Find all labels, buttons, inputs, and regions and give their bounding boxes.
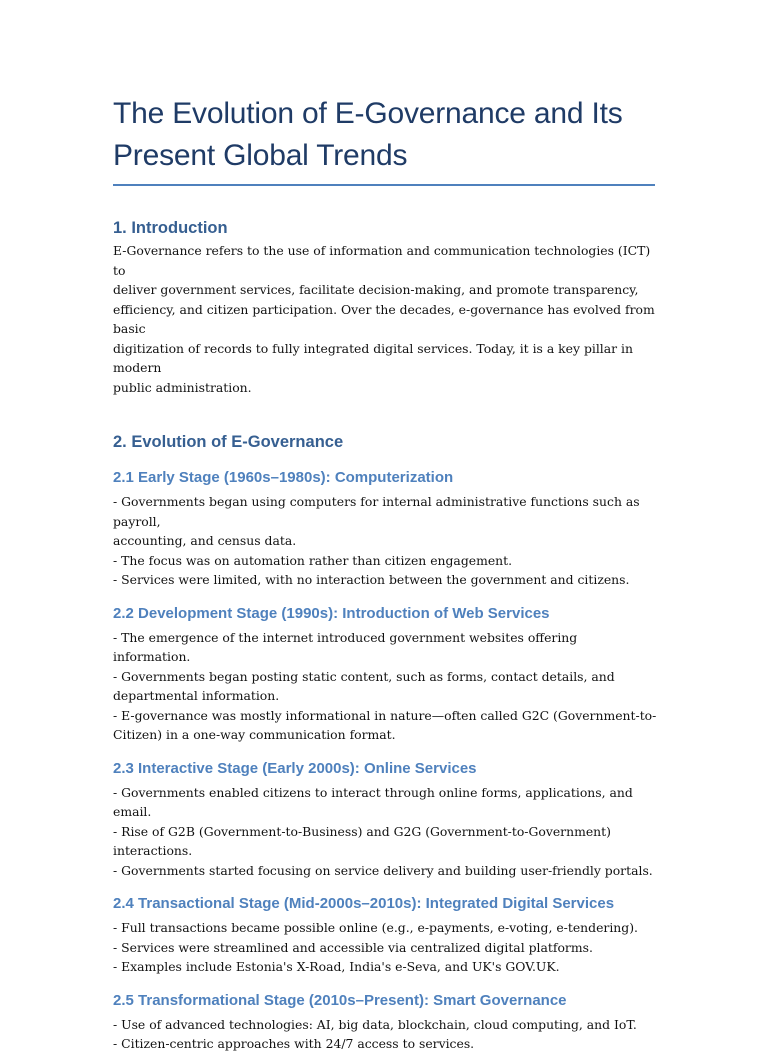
bullet-line: - The focus was on automation rather than citizen engagement. [113,552,513,568]
bullet-line: interactions. [113,843,193,858]
document-title [113,93,658,177]
bullet-line: - Rise of G2B (Government-to-Business) and G2G (Government-to-Government) [113,823,611,839]
stage-heading: 2.5 Transformational Stage (2010s–Present): Smart Governance [113,991,567,1009]
bullet-line: - Governments began posting static content, such as forms, contact details, and [113,668,615,684]
document-title-line-1: The Evolution of E-Governance and Its [113,97,623,130]
paragraph-line: deliver government services, facilitate decision-making, and promote transparency, [113,282,639,297]
bullet-line: - Governments started focusing on service delivery and building user-friendly portals. [113,862,653,878]
bullet-line: Citizen) in a one-way communication format. [113,727,396,742]
introduction-heading: 1. Introduction [113,219,228,237]
paragraph-line: public administration. [113,379,252,395]
introduction-paragraph [113,241,658,397]
evolution-heading: 2. Evolution of E-Governance [113,433,344,451]
title-divider [113,184,655,186]
stage-heading: 2.1 Early Stage (1960s–1980s): Computerization [113,469,454,486]
paragraph-line: digitization of records to fully integrated digital services. Today, it is a key pillar in modern [113,340,633,375]
stage-heading: 2.4 Transactional Stage (Mid-2000s–2010s): Integrated Digital Services [113,895,615,912]
bullet-line: - Examples include Estonia's X-Road, India's e-Seva, and UK's GOV.UK. [113,959,560,974]
document-page [113,93,658,1054]
bullet-line: departmental information. [113,688,280,703]
bullet-line: - Services were streamlined and accessible via centralized digital platforms. [113,939,593,955]
stage-section-2-2 [113,603,658,745]
bullet-line: - E-governance was mostly informational in nature—often called G2C (Government-to- [113,707,657,723]
bullet-line: - Governments enabled citizens to interact through online forms, applications, and email. [113,784,633,819]
stage-heading: 2.3 Interactive Stage (Early 2000s): Online Services [113,759,477,777]
bullet-line: - Governments began using computers for internal administrative functions such as payroll, [113,494,640,529]
bullet-line: - Use of advanced technologies: AI, big data, blockchain, cloud computing, and IoT. [113,1016,637,1032]
bullet-line: - The emergence of the internet introduced government websites offering information. [113,629,578,664]
stage-heading: 2.2 Development Stage (1990s): Introduction of Web Services [113,604,550,622]
paragraph-line: E-Governance refers to the use of information and communication technologies (ICT) to [113,243,651,278]
introduction-section [113,217,658,397]
bullet-line: - Full transactions became possible online (e.g., e-payments, e-voting, e-tendering). [113,920,638,935]
stage-section-2-4 [113,893,658,977]
bullet-line: accounting, and census data. [113,533,297,548]
stage-section-2-1 [113,467,658,590]
stage-section-2-3 [113,758,658,881]
evolution-section [113,431,658,1054]
bullet-line: - Citizen-centric approaches with 24/7 access to services. [113,1036,475,1051]
bullet-line: - Services were limited, with no interaction between the government and citizens. [113,572,630,587]
stage-section-2-5 [113,990,658,1054]
document-title-line-2: Present Global Trends [113,139,408,172]
paragraph-line: efficiency, and citizen participation. Over the decades, e-governance has evolved from basic [113,301,655,336]
